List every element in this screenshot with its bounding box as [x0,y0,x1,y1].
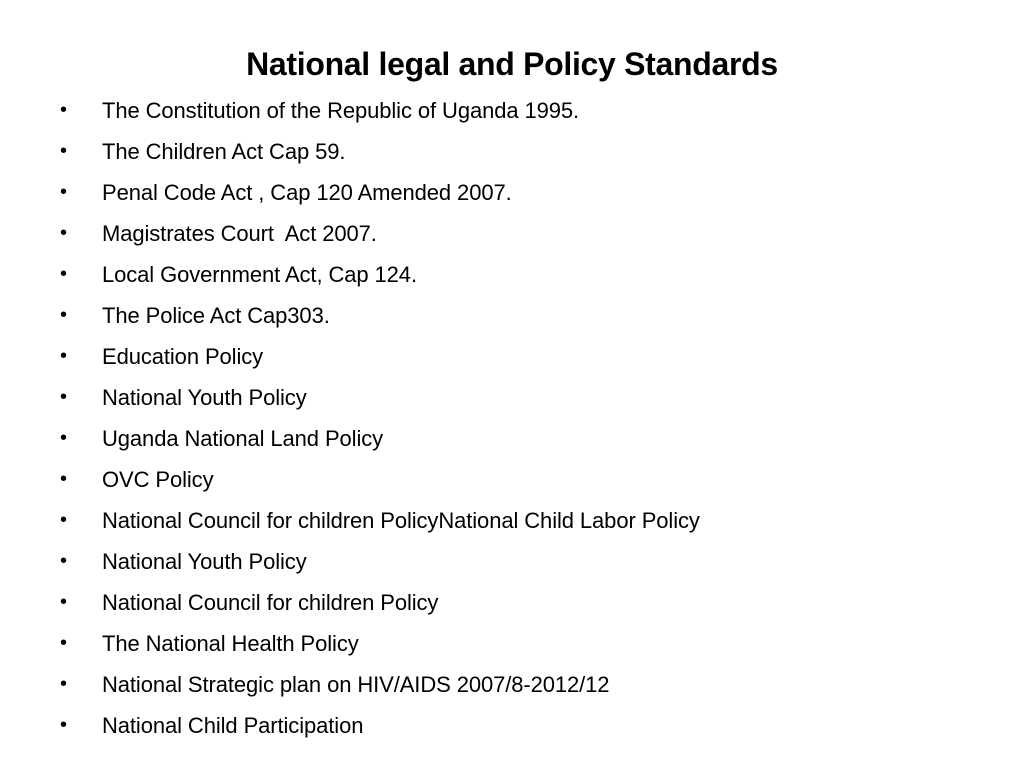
list-item-text: OVC Policy [102,467,214,492]
list-item-text: National Council for children PolicyNational Child Labor Policy [102,508,700,533]
list-item [58,336,978,377]
bullet-icon: • [60,509,68,531]
list-item-text: Education Policy [102,344,264,369]
bullet-icon: • [60,714,68,736]
list-item [58,541,978,582]
bullet-icon: • [60,263,68,285]
list-item [58,623,978,664]
list-item-text: Penal Code Act , Cap 120 Amended 2007. [102,180,512,205]
list-item [58,459,978,500]
bullet-icon: • [60,386,68,408]
bullet-icon: • [60,591,68,613]
bullet-icon: • [60,632,68,654]
list-item [58,295,978,336]
bullet-icon: • [60,304,68,326]
list-item-text: National Council for children Policy [102,590,439,615]
list-item-text: Uganda National Land Policy [102,426,384,451]
list-item [58,90,978,131]
bullet-icon: • [60,345,68,367]
list-item [58,705,978,746]
list-item-text: National Child Participation [102,713,364,738]
bullet-icon: • [60,99,68,121]
list-item-text: Magistrates Court Act 2007. [102,221,377,246]
bullet-icon: • [60,222,68,244]
bullet-icon: • [60,427,68,449]
list-item [58,131,978,172]
bullet-icon: • [60,468,68,490]
list-item [58,254,978,295]
list-item [58,418,978,459]
list-item-text: National Strategic plan on HIV/AIDS 2007/8-2012/12 [102,672,610,697]
bullet-list [58,90,978,746]
list-item-text: The Constitution of the Republic of Uganda 1995. [102,98,580,123]
list-item-text: National Youth Policy [102,385,307,410]
list-item-text: Local Government Act, Cap 124. [102,262,417,287]
list-item [58,172,978,213]
list-item [58,582,978,623]
bullet-icon: • [60,673,68,695]
list-item [58,664,978,705]
bullet-icon: • [60,550,68,572]
list-item-text: The Police Act Cap303. [102,303,330,328]
list-item-text: The National Health Policy [102,631,359,656]
slide-title: National legal and Policy Standards [246,46,778,82]
list-item-text: National Youth Policy [102,549,307,574]
list-item-text: The Children Act Cap 59. [102,139,346,164]
bullet-icon: • [60,181,68,203]
list-item [58,213,978,254]
list-item [58,377,978,418]
list-item [58,500,978,541]
bullet-icon: • [60,140,68,162]
